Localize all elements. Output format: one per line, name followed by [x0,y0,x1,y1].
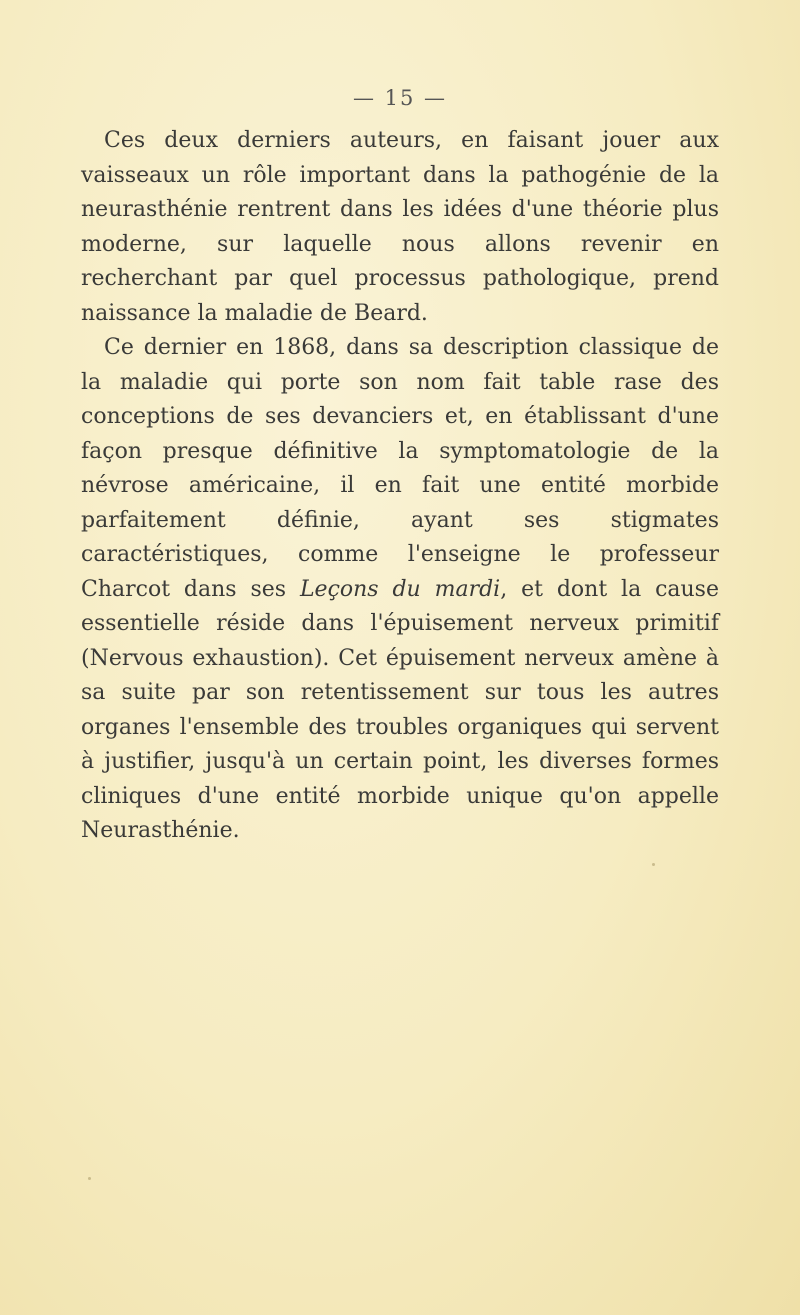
paragraph-1: Ces deux derniers auteurs, en faisant jouer aux vaisseaux un rôle important dans la pathogénie de la neurasthénie rentrent dans les idées d'une théorie plus moderne, sur laquelle nous allons revenir en recherchant par quel processus pathologique, prend naissance la maladie de Beard. [81,128,719,326]
paper-speck [652,863,655,866]
paragraph-2-text-end: , et dont la cause essentielle réside dans l'épuisement nerveux primitif (Nervous exhaustion). Cet épuisement nerveux amène à sa suite par son retentissement sur tous les autres organes l'ensemble des troubles organiques qui servent à justifier, jusqu'à un certain point, les diverses formes cliniques d'une entité morbide unique qu'on appelle Neurasthénie. [81,576,719,843]
paper-speck [88,1177,91,1180]
page-number: — 15 — [352,86,448,110]
body-text [81,124,719,849]
paragraph-2 [81,331,719,849]
paragraph-2-text-start: Ce dernier en 1868, dans sa description classique de la maladie qui porte son nom fait table rase des conceptions de ses devanciers et, en établissant d'une façon presque définitive la symptomatologie de la névrose américaine, il en fait une entité morbide parfaitement définie, ayant ses stigmates caractéristiques, comme l'enseigne le professeur Charcot dans ses [81,335,719,602]
book-title-italic: Leçons du mardi [299,576,501,602]
